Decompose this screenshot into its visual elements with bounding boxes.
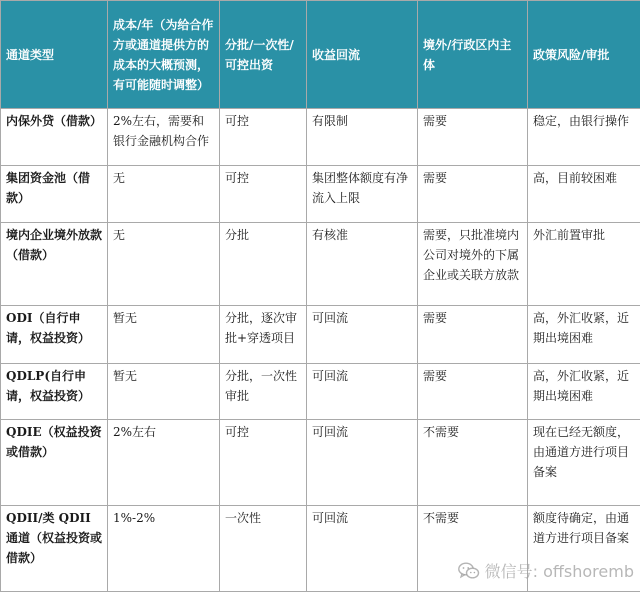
table-row bbox=[1, 223, 640, 306]
table-row bbox=[1, 363, 640, 419]
cell-channel-type: 内保外贷（借款） bbox=[1, 109, 108, 166]
header-cost-per-year: 成本/年（为给合作方或通道提供方的成本的大概预测，有可能随时调整） bbox=[108, 1, 220, 109]
header-row bbox=[1, 1, 640, 109]
cell-overseas-entity: 需要 bbox=[418, 166, 528, 223]
cell-channel-type: QDLP(自行申请，权益投资） bbox=[1, 363, 108, 419]
cell-policy-risk: 外汇前置审批 bbox=[528, 223, 640, 306]
watermark bbox=[458, 559, 634, 582]
cell-funding-mode: 可控 bbox=[220, 166, 307, 223]
header-funding-mode: 分批/一次性/可控出资 bbox=[220, 1, 307, 109]
cell-return-flow: 集团整体额度有净流入上限 bbox=[307, 166, 418, 223]
cell-return-flow: 有核准 bbox=[307, 223, 418, 306]
cell-cost: 2%左右 bbox=[108, 419, 220, 505]
cell-cost: 无 bbox=[108, 223, 220, 306]
cell-cost: 2%左右，需要和银行金融机构合作 bbox=[108, 109, 220, 166]
cell-channel-type: 集团资金池（借款） bbox=[1, 166, 108, 223]
cell-return-flow: 可回流 bbox=[307, 306, 418, 363]
cell-cost: 1%-2% bbox=[108, 505, 220, 591]
header-return-flow: 收益回流 bbox=[307, 1, 418, 109]
table-row bbox=[1, 419, 640, 505]
cell-policy-risk: 稳定，由银行操作 bbox=[528, 109, 640, 166]
table-row bbox=[1, 166, 640, 223]
cell-policy-risk: 额度待确定，由通道方进行项目备案 bbox=[528, 505, 640, 591]
header-policy-risk: 政策风险/审批 bbox=[528, 1, 640, 109]
cell-policy-risk: 高，目前较困难 bbox=[528, 166, 640, 223]
watermark-text: 微信号: offshoremb bbox=[484, 562, 634, 581]
cell-overseas-entity: 需要 bbox=[418, 109, 528, 166]
cell-overseas-entity: 需要 bbox=[418, 306, 528, 363]
cell-cost: 暂无 bbox=[108, 363, 220, 419]
cell-policy-risk: 高，外汇收紧，近期出境困难 bbox=[528, 306, 640, 363]
cell-return-flow: 可回流 bbox=[307, 505, 418, 591]
cell-funding-mode: 可控 bbox=[220, 109, 307, 166]
header-channel-type: 通道类型 bbox=[1, 1, 108, 109]
cell-funding-mode: 一次性 bbox=[220, 505, 307, 591]
wechat-icon bbox=[458, 562, 480, 580]
cell-funding-mode: 可控 bbox=[220, 419, 307, 505]
cell-return-flow: 可回流 bbox=[307, 419, 418, 505]
cell-policy-risk: 现在已经无额度，由通道方进行项目备案 bbox=[528, 419, 640, 505]
cell-channel-type: QDII/类 QDII 通道（权益投资或借款） bbox=[1, 505, 108, 591]
cell-channel-type: 境内企业境外放款（借款） bbox=[1, 223, 108, 306]
cell-return-flow: 可回流 bbox=[307, 363, 418, 419]
cell-channel-type: QDIE（权益投资或借款） bbox=[1, 419, 108, 505]
cell-cost: 无 bbox=[108, 166, 220, 223]
header-overseas-entity: 境外/行政区内主体 bbox=[418, 1, 528, 109]
cell-return-flow: 有限制 bbox=[307, 109, 418, 166]
cell-funding-mode: 分批，逐次审批+穿透项目 bbox=[220, 306, 307, 363]
cell-overseas-entity: 不需要 bbox=[418, 419, 528, 505]
table-row bbox=[1, 306, 640, 363]
cell-funding-mode: 分批 bbox=[220, 223, 307, 306]
cell-policy-risk: 高，外汇收紧，近期出境困难 bbox=[528, 363, 640, 419]
table-row bbox=[1, 109, 640, 166]
cell-funding-mode: 分批，一次性审批 bbox=[220, 363, 307, 419]
cell-channel-type: ODI（自行申请，权益投资） bbox=[1, 306, 108, 363]
cell-overseas-entity: 需要 bbox=[418, 363, 528, 419]
cell-cost: 暂无 bbox=[108, 306, 220, 363]
cell-overseas-entity: 需要，只批准境内公司对境外的下属企业或关联方放款 bbox=[418, 223, 528, 306]
cell-overseas-entity: 不需要 bbox=[418, 505, 528, 591]
